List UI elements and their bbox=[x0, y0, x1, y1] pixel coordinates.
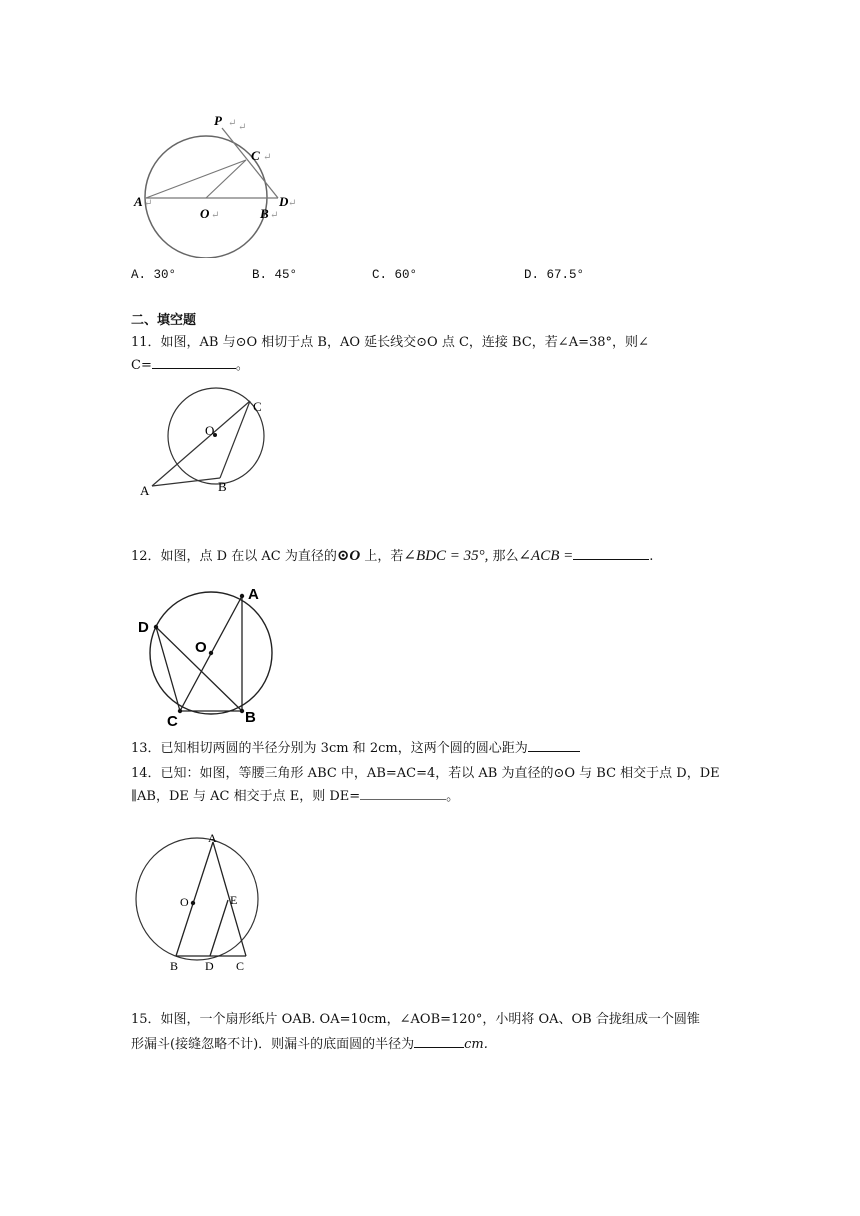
section-title: 二、填空题 bbox=[131, 313, 197, 328]
label-b: B bbox=[170, 959, 179, 973]
return-mark: ↵ bbox=[238, 122, 247, 133]
figure-q10 bbox=[130, 108, 305, 258]
q12-circle-o: ⊙O bbox=[336, 548, 361, 564]
label-b: B bbox=[260, 206, 269, 221]
choice-c: C. 60° bbox=[372, 268, 418, 282]
q15-suffix: cm. bbox=[464, 1037, 488, 1052]
q12-expr1: ∠BDC = 35°, bbox=[403, 548, 489, 564]
label-o: O bbox=[205, 423, 215, 438]
q11-text-line1: 11．如图，AB 与⊙O 相切于点 B，AO 延长线交⊙O 点 C，连接 BC，若∠A=38°，则∠ bbox=[131, 335, 649, 350]
segment-ac bbox=[152, 401, 250, 486]
radius-oc bbox=[206, 160, 246, 198]
label-b: B bbox=[245, 709, 256, 726]
point-o bbox=[209, 651, 213, 655]
label-p: P bbox=[214, 113, 222, 128]
label-a: A bbox=[134, 194, 143, 209]
q13-text bbox=[131, 737, 580, 760]
return-mark: ↵ bbox=[211, 210, 220, 221]
segment-de bbox=[210, 900, 228, 956]
q12-expr2: ∠ACB = bbox=[518, 548, 574, 564]
return-mark: ↵ bbox=[228, 118, 237, 129]
q15-text-line2 bbox=[131, 1033, 488, 1056]
q12-answer-blank[interactable] bbox=[573, 545, 649, 560]
q11-prefix: C= bbox=[131, 358, 152, 373]
choice-a: A. 30° bbox=[131, 268, 177, 282]
q14-prefix: ∥AB，DE 与 AC 相交于点 E，则 DE= bbox=[131, 789, 361, 804]
label-c: C bbox=[167, 713, 178, 730]
circle-q14 bbox=[136, 838, 258, 960]
segment-ab bbox=[152, 478, 220, 486]
label-e: E bbox=[230, 893, 238, 907]
q13-prefix: 13．已知相切两圆的半径分别为 3cm 和 2cm，这两个圆的圆心距为 bbox=[131, 741, 528, 756]
label-a: A bbox=[140, 483, 150, 498]
q14-answer-blank[interactable] bbox=[360, 785, 446, 800]
circle-q10 bbox=[145, 136, 267, 258]
label-d: D bbox=[279, 194, 289, 209]
q12-text bbox=[131, 545, 653, 568]
q13-answer-blank[interactable] bbox=[528, 737, 580, 752]
q11-suffix: 。 bbox=[235, 358, 249, 373]
label-c: C bbox=[236, 959, 245, 973]
return-mark: ↵ bbox=[288, 198, 297, 209]
q12-suffix: . bbox=[649, 549, 654, 564]
choice-d: D. 67.5° bbox=[524, 268, 585, 282]
label-a: A bbox=[208, 831, 217, 845]
point-a bbox=[240, 594, 244, 598]
q15-answer-blank[interactable] bbox=[414, 1033, 464, 1048]
label-b: B bbox=[218, 479, 227, 494]
segment-bc bbox=[220, 401, 250, 478]
figure-q11 bbox=[130, 385, 280, 505]
q12-prefix: 12．如图，点 D 在以 AC 为直径的 bbox=[131, 549, 337, 564]
label-d: D bbox=[205, 959, 214, 973]
q11-answer-blank[interactable] bbox=[152, 354, 236, 369]
label-d: D bbox=[138, 619, 149, 636]
return-mark: ↵ bbox=[263, 152, 272, 163]
return-mark: ↵ bbox=[144, 198, 153, 209]
choice-b: B. 45° bbox=[252, 268, 298, 282]
q12-mid2: 那么 bbox=[488, 549, 519, 564]
figure-q12 bbox=[130, 580, 280, 730]
point-d bbox=[154, 625, 158, 629]
label-a: A bbox=[248, 586, 259, 603]
q14-text-line2 bbox=[131, 785, 459, 808]
label-c: C bbox=[251, 148, 260, 163]
tangent-pd bbox=[222, 128, 278, 198]
label-o: O bbox=[200, 206, 210, 221]
point-b bbox=[240, 709, 244, 713]
q15-prefix: 形漏斗(接缝忽略不计)．则漏斗的底面圆的半径为 bbox=[131, 1037, 415, 1052]
label-o: O bbox=[180, 895, 189, 909]
point-o bbox=[191, 901, 195, 905]
q14-text-line1: 14．已知：如图，等腰三角形 ABC 中，AB=AC=4，若以 AB 为直径的⊙O 与 BC 相交于点 D，DE bbox=[131, 766, 720, 781]
q15-text-line1: 15．如图，一个扇形纸片 OAB. OA=10cm，∠AOB=120°，小明将 OA、OB 合拢组成一个圆锥 bbox=[131, 1012, 700, 1027]
label-c: C bbox=[253, 399, 262, 414]
return-mark: ↵ bbox=[270, 210, 279, 221]
q12-mid: 上，若 bbox=[360, 549, 404, 564]
figure-q14 bbox=[130, 830, 265, 975]
q11-text-line2 bbox=[131, 354, 249, 377]
chord-ac bbox=[146, 160, 246, 198]
q14-suffix: 。 bbox=[446, 789, 460, 804]
label-o: O bbox=[195, 639, 207, 656]
point-c bbox=[178, 709, 182, 713]
